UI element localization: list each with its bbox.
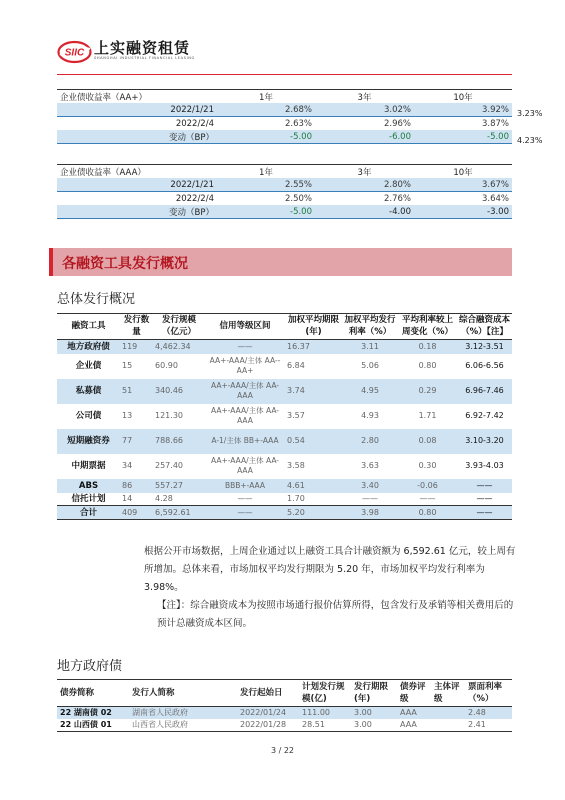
rating-range: AA+-AAA/主体 AA-AAA bbox=[210, 456, 280, 475]
table-row bbox=[57, 707, 512, 720]
logo-text: SIIC bbox=[64, 47, 85, 59]
rate-change: 0.30 bbox=[418, 461, 437, 470]
header-issuer: 发行人简称 bbox=[129, 680, 237, 707]
header-rate: 加权平均发行利率（%） bbox=[342, 314, 398, 340]
yield-3y: 3.02% bbox=[315, 103, 414, 117]
rating-range: A-1/主体 BB+-AAA bbox=[205, 429, 285, 454]
avg-rate: 4.95 bbox=[342, 379, 398, 404]
issue-count: 15 bbox=[122, 361, 133, 370]
company-name-en: SHANGHAI INDUSTRIAL FINANCIAL LEASING bbox=[94, 56, 195, 60]
issue-count: 14 bbox=[122, 493, 133, 503]
financing-cost: 6.06-6.56 bbox=[465, 361, 504, 370]
term: 3.00 bbox=[351, 719, 397, 732]
header-bond: 债券简称 bbox=[57, 680, 129, 707]
header-term: 发行期限(年) bbox=[351, 680, 397, 707]
issue-scale: 121.30 bbox=[155, 411, 183, 420]
header-cost: 综合融资成本（%）【注】 bbox=[457, 314, 512, 340]
company-logo-icon bbox=[57, 40, 92, 64]
rating-range: —— bbox=[205, 506, 285, 520]
financing-cost: —— bbox=[476, 493, 493, 503]
header-rating: 信用等级区间 bbox=[205, 314, 285, 340]
header-bond-rating: 债券评级 bbox=[397, 680, 431, 707]
company-name-cn: 上实融资租赁 bbox=[94, 39, 191, 57]
table-row bbox=[57, 354, 512, 379]
change-1y: -5.00 bbox=[217, 130, 315, 144]
avg-rate: 4.93 bbox=[361, 411, 379, 420]
rate-change: 0.80 bbox=[398, 506, 457, 520]
issue-scale: 788.66 bbox=[153, 429, 205, 454]
tool-name: 中期票据 bbox=[71, 461, 106, 471]
change-10y: -5.00 bbox=[414, 130, 512, 144]
table-row bbox=[57, 429, 512, 454]
issue-count: 409 bbox=[120, 506, 153, 520]
col-1y: 1年 bbox=[217, 90, 315, 104]
summary-paragraph: 根据公开市场数据，上周企业通过以上融资工具合计融资额为 6,592.61 亿元，较上周有所增加。总体来看，市场加权平均发行期限为 5.20 年，市场加权平均发行利率为 3.98%。 bbox=[144, 546, 516, 593]
header-main-rating: 主体评级 bbox=[431, 680, 465, 707]
financing-cost: —— bbox=[457, 479, 512, 493]
tool-name: 合计 bbox=[57, 506, 120, 520]
financing-cost: 3.12-3.51 bbox=[457, 340, 512, 354]
plan-scale: 28.51 bbox=[299, 719, 351, 732]
yield-table-aa-plus bbox=[57, 89, 512, 144]
table-row-total bbox=[57, 506, 512, 520]
avg-term: 3.74 bbox=[285, 379, 342, 404]
issuer-name: 湖南省人民政府 bbox=[129, 707, 237, 720]
table-row bbox=[57, 479, 512, 493]
tool-name: ABS bbox=[57, 479, 120, 493]
rating-range: AA+-AAA/主体 AA-AAA bbox=[205, 379, 285, 404]
col-10y: 10年 bbox=[414, 165, 512, 179]
row-date: 2022/1/21 bbox=[57, 178, 217, 192]
avg-term: 0.54 bbox=[285, 429, 342, 454]
avg-term: 3.58 bbox=[287, 461, 305, 470]
financing-cost: 6.96-7.46 bbox=[457, 379, 512, 404]
row-date: 2022/2/4 bbox=[175, 193, 214, 204]
yield-10y: 3.87% bbox=[481, 118, 509, 129]
bond-rating: AAA bbox=[397, 707, 431, 720]
tool-name: 信托计划 bbox=[71, 493, 106, 504]
avg-rate: 5.06 bbox=[361, 361, 379, 370]
issue-count: 51 bbox=[120, 379, 153, 404]
yield-3y: 2.76% bbox=[383, 193, 411, 204]
table-row bbox=[57, 340, 512, 354]
rate-change: -0.06 bbox=[398, 479, 457, 493]
bond-rating: AAA bbox=[397, 719, 431, 732]
yield-1y: 2.55% bbox=[217, 178, 315, 192]
header-scale: 发行规模（亿元） bbox=[153, 314, 205, 340]
col-10y: 10年 bbox=[414, 90, 512, 104]
tool-name: 短期融资券 bbox=[57, 429, 120, 454]
change-label: 变动（BP） bbox=[57, 130, 217, 144]
tool-name: 企业债 bbox=[75, 361, 102, 371]
table-row bbox=[57, 379, 512, 404]
rate-change: 0.18 bbox=[398, 340, 457, 354]
overview-title: 总体发行概况 bbox=[57, 292, 136, 307]
start-date: 2022/01/28 bbox=[237, 719, 299, 732]
side-value: 3.23% bbox=[517, 109, 543, 118]
avg-term: 5.20 bbox=[285, 506, 342, 520]
avg-rate: 2.80 bbox=[342, 429, 398, 454]
row-date: 2022/1/21 bbox=[57, 103, 217, 117]
avg-term: 1.70 bbox=[287, 493, 305, 503]
local-gov-bond-table bbox=[57, 679, 512, 732]
coupon-rate: 2.48 bbox=[465, 707, 512, 720]
tool-name: 地方政府债 bbox=[57, 340, 120, 354]
issue-scale: 6,592.61 bbox=[153, 506, 205, 520]
yield-table-aaa bbox=[57, 164, 512, 219]
header-rate-change: 平均利率较上周变化（%） bbox=[398, 314, 457, 340]
coupon-rate: 2.41 bbox=[465, 719, 512, 732]
header-tool: 融资工具 bbox=[57, 314, 120, 340]
change-10y: -3.00 bbox=[414, 205, 512, 219]
local-gov-title: 地方政府债 bbox=[57, 659, 123, 674]
change-label: 变动（BP） bbox=[57, 205, 217, 219]
main-rating bbox=[431, 719, 465, 732]
table-row bbox=[57, 404, 512, 429]
avg-term: 16.37 bbox=[285, 340, 342, 354]
yield-10y: 3.92% bbox=[414, 103, 512, 117]
rate-change: 0.08 bbox=[398, 429, 457, 454]
header-start-date: 发行起始日 bbox=[237, 680, 299, 707]
yield-1y: 2.68% bbox=[217, 103, 315, 117]
col-3y: 3年 bbox=[315, 165, 414, 179]
start-date: 2022/01/24 bbox=[237, 707, 299, 720]
avg-term: 3.57 bbox=[287, 411, 305, 420]
yield-1y: 2.50% bbox=[284, 193, 312, 204]
yield-10y: 3.67% bbox=[414, 178, 512, 192]
yield-table-title: 企业债收益率（AA+） bbox=[57, 90, 217, 104]
rate-change: 0.80 bbox=[418, 361, 437, 370]
side-value: 4.23% bbox=[517, 136, 543, 145]
issue-count: 34 bbox=[122, 461, 133, 470]
header-divider bbox=[57, 74, 512, 75]
yield-3y: 2.96% bbox=[383, 118, 411, 129]
header-count: 发行数量 bbox=[120, 314, 153, 340]
header-coupon: 票面利率（%） bbox=[465, 680, 512, 707]
financing-cost: 3.10-3.20 bbox=[457, 429, 512, 454]
change-3y: -4.00 bbox=[315, 205, 414, 219]
plan-scale: 111.00 bbox=[299, 707, 351, 720]
main-rating bbox=[431, 707, 465, 720]
financing-cost: 3.93-4.03 bbox=[465, 461, 504, 470]
table-row bbox=[57, 493, 512, 506]
header-plan-scale: 计划发行规模(亿) bbox=[299, 680, 351, 707]
rating-range: BBB+-AAA bbox=[205, 479, 285, 493]
yield-1y: 2.63% bbox=[284, 118, 312, 129]
rate-change: —— bbox=[419, 493, 436, 503]
avg-rate: —— bbox=[362, 493, 378, 503]
table-row bbox=[57, 719, 512, 732]
avg-rate: 3.63 bbox=[361, 461, 379, 470]
avg-term: 6.84 bbox=[287, 361, 305, 370]
yield-table-title: 企业债收益率（AAA） bbox=[57, 165, 217, 179]
tool-name: 公司债 bbox=[75, 411, 102, 421]
issue-scale: 4.28 bbox=[155, 493, 173, 503]
header-term: 加权平均期限(年) bbox=[285, 314, 342, 340]
rating-range: AA+-AAA/主体 AA-AAA bbox=[210, 406, 280, 425]
issue-scale: 340.46 bbox=[153, 379, 205, 404]
issuance-overview-table bbox=[57, 313, 512, 520]
avg-term: 4.61 bbox=[285, 479, 342, 493]
issuer-name: 山西省人民政府 bbox=[129, 719, 237, 732]
note-paragraph: 【注】：综合融资成本为按照市场通行报价估算所得，包含发行及承销等相关费用后的预计总融资成本区间。 bbox=[157, 600, 514, 629]
section-title: 各融资工具发行概况 bbox=[62, 256, 188, 272]
col-3y: 3年 bbox=[315, 90, 414, 104]
section-banner-accent bbox=[49, 248, 53, 276]
col-1y: 1年 bbox=[217, 165, 315, 179]
bond-name: 22 山西债 01 bbox=[57, 719, 129, 732]
issue-count: 77 bbox=[120, 429, 153, 454]
issue-scale: 4,462.34 bbox=[153, 340, 205, 354]
yield-10y: 3.64% bbox=[481, 193, 509, 204]
rating-range: AA+-AAA/主体 AA--AA+ bbox=[209, 356, 281, 375]
term: 3.00 bbox=[351, 707, 397, 720]
issue-count: 86 bbox=[120, 479, 153, 493]
avg-rate: 3.98 bbox=[342, 506, 398, 520]
change-3y: -6.00 bbox=[315, 130, 414, 144]
row-date: 2022/2/4 bbox=[175, 118, 214, 129]
issue-count: 13 bbox=[122, 411, 133, 420]
rate-change: 0.29 bbox=[398, 379, 457, 404]
financing-cost: 6.92-7.42 bbox=[465, 411, 504, 420]
rating-range: —— bbox=[237, 493, 253, 503]
tool-name: 私募债 bbox=[57, 379, 120, 404]
bond-name: 22 湖南债 02 bbox=[57, 707, 129, 720]
table-row bbox=[57, 454, 512, 479]
page-number: 3 / 22 bbox=[270, 746, 295, 755]
yield-3y: 2.80% bbox=[315, 178, 414, 192]
issue-scale: 60.90 bbox=[155, 361, 178, 370]
issue-scale: 557.27 bbox=[153, 479, 205, 493]
avg-rate: 3.11 bbox=[342, 340, 398, 354]
rate-change: 1.71 bbox=[418, 411, 437, 420]
issue-scale: 257.40 bbox=[155, 461, 183, 470]
financing-cost: —— bbox=[457, 506, 512, 520]
change-1y: -5.00 bbox=[217, 205, 315, 219]
rating-range: —— bbox=[205, 340, 285, 354]
avg-rate: 3.40 bbox=[342, 479, 398, 493]
issue-count: 119 bbox=[120, 340, 153, 354]
